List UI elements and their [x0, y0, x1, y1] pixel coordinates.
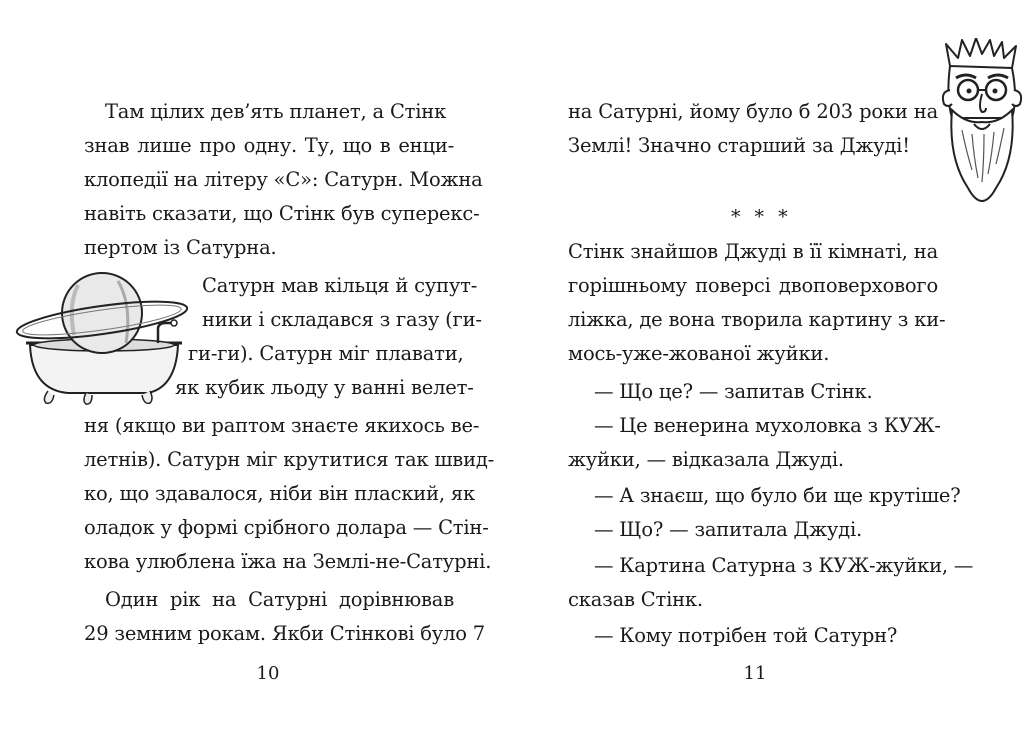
- text-line: 29 земним рокам. Якби Стінкові було 7: [84, 622, 486, 645]
- saturn-bathtub-illustration: [8, 265, 188, 415]
- text-line: ко, що здавалося, ніби він плаский, як: [84, 482, 475, 505]
- text-line: навіть сказати, що Стінк був суперекс-: [84, 202, 480, 225]
- text-line: — Що? — запитала Джуді.: [594, 518, 863, 541]
- section-separator: * * *: [731, 206, 792, 228]
- text-line: Стінк знайшов Джуді в її кімнаті, на: [568, 240, 938, 263]
- text-line: — А знаєш, що було би ще крутіше?: [594, 484, 961, 507]
- text-line: летнів). Сатурн міг крутитися так швид-: [84, 448, 495, 471]
- text-line: Там цілих дев’ять планет, а Стінк: [105, 100, 447, 123]
- text-line: Сатурн мав кільця й супут-: [202, 274, 478, 297]
- text-line: — Це венерина мухоловка з КУЖ-: [594, 414, 941, 437]
- text-line: оладок у формі срібного долара — Стін-: [84, 516, 489, 539]
- text-line: ги-ги). Сатурн міг плавати,: [188, 342, 464, 365]
- text-line: знав лише про одну. Ту, що в енци-: [84, 134, 454, 157]
- text-line: сказав Стінк.: [568, 588, 703, 611]
- text-line: пертом із Сатурна.: [84, 236, 277, 259]
- text-line: Один рік на Сатурні дорівнював: [105, 588, 454, 611]
- right-page: [512, 0, 1024, 740]
- text-line: клопедії на літеру «С»: Сатурн. Можна: [84, 168, 483, 191]
- text-line: горішньому поверсі двоповерхового: [568, 274, 938, 297]
- bearded-man-illustration: [938, 38, 1024, 218]
- page-number: 11: [743, 663, 767, 684]
- text-line: ня (якщо ви раптом знаєте якихось ве-: [84, 414, 480, 437]
- page-number: 10: [256, 663, 280, 684]
- text-line: ники і складався з газу (ги-: [202, 308, 482, 331]
- text-line: — Що це? — запитав Стінк.: [594, 380, 873, 403]
- text-line: кова улюблена їжа на Землі-не-Сатурні.: [84, 550, 492, 573]
- text-line: — Картина Сатурна з КУЖ-жуйки, —: [594, 554, 974, 577]
- text-line: мось-уже-жованої жуйки.: [568, 342, 830, 365]
- text-line: як кубик льоду у ванні велет-: [175, 376, 474, 399]
- text-line: жуйки, — відказала Джуді.: [568, 448, 844, 471]
- text-line: на Сатурні, йому було б 203 роки на: [568, 100, 938, 123]
- text-line: ліжка, де вона творила картину з ки-: [568, 308, 946, 331]
- text-line: Землі! Значно старший за Джуді!: [568, 134, 910, 157]
- text-line: — Кому потрібен той Сатурн?: [594, 624, 898, 647]
